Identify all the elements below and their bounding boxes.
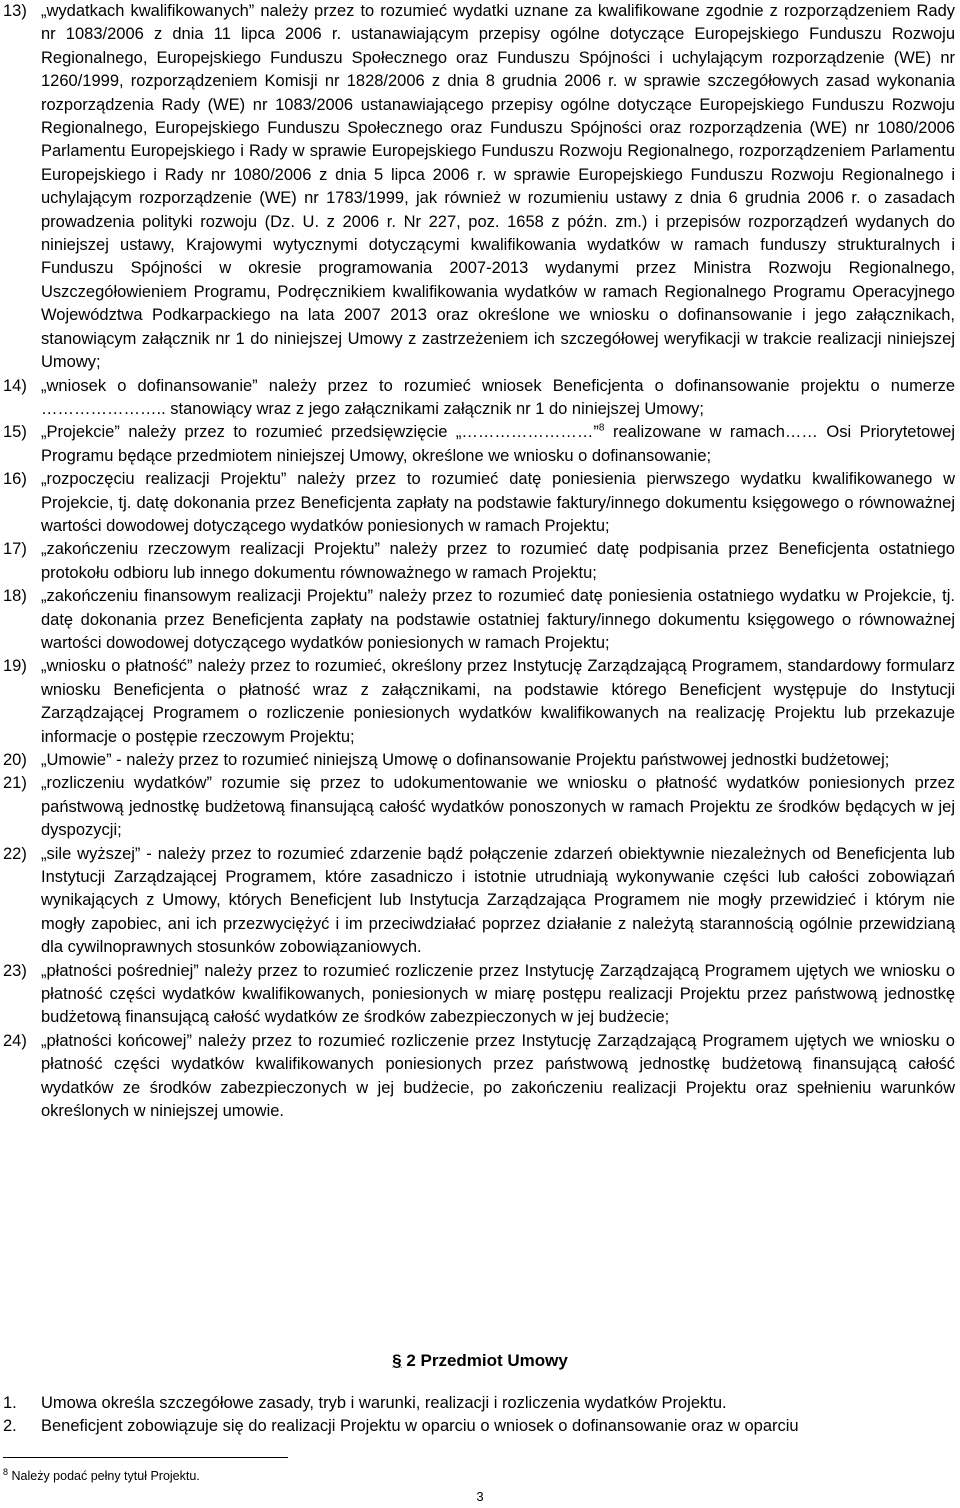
definition-number: 18) bbox=[3, 587, 27, 606]
definition-item bbox=[3, 375, 955, 422]
footnote-reference[interactable]: 8 bbox=[598, 422, 605, 434]
definitions-list bbox=[3, 0, 955, 1124]
definition-number: 13) bbox=[3, 2, 27, 20]
footnote-number: 8 bbox=[3, 1467, 9, 1477]
definition-text: „sile wyższej” - należy przez to rozumieć zdarzenie bądź połączenie zdarzeń obiektywnie niezależnych od Beneficjenta lub Instytucji Zarządzającej Programem, które zasadniczo i istotnie utrudniają wykonywanie części lub całości zobowiązań wynikających z Umowy, których Beneficjent lub Instytucja Zarządzająca Programem nie mogły przewidzieć i którym nie mogły zapobiec, ani ich przezwyciężyć i im przeciwdziałać poprzez działanie z należytą starannością ogólnie przewidzianą dla cywilnoprawnych stosunków zobowiązaniowych. bbox=[41, 844, 955, 957]
clause-text: Beneficjent zobowiązuje się do realizacji Projektu w oparciu o wniosek o dofinansowanie oraz w oparciu bbox=[41, 1417, 799, 1436]
definition-text: „rozpoczęciu realizacji Projektu” należy przez to rozumieć datę poniesienia pierwszego wydatku kwalifikowanego w Projekcie, tj. datę dokonania przez Beneficjenta zapłaty na podstawie faktury/innego dokumentu księgowego o równoważnej wartości dowodowej dotyczącego wydatków poniesionych w ramach Projektu; bbox=[41, 470, 955, 535]
definition-item bbox=[3, 960, 955, 1030]
definition-item bbox=[3, 655, 955, 749]
definition-number: 15) bbox=[3, 423, 27, 442]
definition-number: 21) bbox=[3, 774, 27, 793]
clause-number: 2. bbox=[3, 1417, 17, 1436]
definition-text: „Projekcie” należy przez to rozumieć przedsięwzięcie „……………………” bbox=[41, 423, 599, 442]
definition-text-continued: realizowane w ramach…… Osi Priorytetowej Programu będące przedmiotem niniejszej Umowy, określone we wniosku o dofinansowanie; bbox=[41, 423, 955, 465]
definition-text: „rozliczeniu wydatków” rozumie się przez to udokumentowanie we wniosku o płatność wydatków poniesionych przez państwową jednostkę budżetową finansującą całość wydatków ponoszonych w ramach Projektu ze środków będących w jej dyspozycji; bbox=[41, 774, 955, 840]
definition-text: „Umowie” - należy przez to rozumieć niniejszą Umowę o dofinansowanie Projektu państwowej jednostki budżetowej; bbox=[41, 751, 890, 769]
footnote bbox=[3, 1464, 200, 1484]
footnote-text: Należy podać pełny tytuł Projektu. bbox=[8, 1469, 200, 1484]
definition-item bbox=[3, 585, 955, 655]
definition-item bbox=[3, 772, 955, 842]
definition-item bbox=[3, 0, 955, 375]
clause-text: Umowa określa szczegółowe zasady, tryb i warunki, realizacji i rozliczenia wydatków Projektu. bbox=[41, 1394, 727, 1412]
definition-number: 14) bbox=[3, 376, 27, 395]
definition-item bbox=[3, 421, 955, 468]
footnote-separator bbox=[3, 1457, 288, 1458]
definition-number: 16) bbox=[3, 470, 27, 489]
definition-item bbox=[3, 538, 955, 585]
clauses-list bbox=[3, 1392, 955, 1439]
definition-number: 23) bbox=[3, 961, 27, 980]
definition-number: 24) bbox=[3, 1031, 27, 1050]
definition-text: „wydatkach kwalifikowanych” należy przez to rozumieć wydatki uznane za kwalifikowane zgodnie z rozporządzeniem Rady nr 1083/2006 z dnia 11 lipca 2006 r. ustanawiającym przepisy ogólne dotyczące Europejskiego Funduszu Rozwoju Regionalnego, Europejskiego Funduszu Społecznego oraz Funduszu Spójności i uchylającym rozporządzenie (WE) nr 1260/1999, rozporządzeniem Komisji nr 1828/2006 z dnia 8 grudnia 2006 r. w sprawie szczegółowych zasad wykonania rozporządzenia Rady (WE) nr 1083/2006 ustanawiającego przepisy ogólne dotyczące Europejskiego Funduszu Rozwoju Regionalnego, Europejskiego Funduszu Społecznego oraz Funduszu Spójności oraz rozporządzenia (WE) nr 1080/2006 Parlamentu Europejskiego i Rady w sprawie Europejskiego Funduszu Rozwoju Regionalnego, rozporządzeniem Parlamentu Europejskiego i Rady nr 1080/2006 z dnia 5 lipca 2006 r. w sprawie Europejskiego Funduszu Rozwoju Regionalnego i uchylającym rozporządzenie (WE) nr 1783/1999, jak również w rozumieniu ustawy z dnia 6 grudnia 2006 r. o zasadach prowadzenia polityki rozwoju (Dz. U. z 2006 r. Nr 227, poz. 1658 z późn. zm.) i przepisów rozporządzeń wydanych do niniejszej ustawy, Krajowymi wytycznymi dotyczącymi kwalifikowania wydatków w ramach funduszy strukturalnych i Funduszu Spójności w okresie programowania 2007-2013 wydanymi przez Ministra Rozwoju Regionalnego, Uszczegółowieniem Programu, Podręcznikiem kwalifikowania wydatków w ramach Regionalnego Programu Operacyjnego Województwa Podkarpackiego na lata 2007 2013 oraz określone we wniosku o dofinansowanie i jego załącznikach, stanowiącym załącznik nr 1 do niniejszej Umowy z zastrzeżeniem ich szczegółowej weryfikacji w trakcie realizacji niniejszej Umowy; bbox=[41, 2, 955, 372]
definition-text: „wniosku o płatność” należy przez to rozumieć, określony przez Instytucję Zarządzającą Programem, standardowy formularz wniosku Beneficjenta o płatność wraz z załącznikami, na podstawie którego Beneficjent występuje do Instytucji Zarządzającej Programem o rozliczenie poniesionych wydatków kwalifikowanych na realizację Projektu lub przekazuje informacje o postępie rzeczowym Projektu; bbox=[41, 657, 955, 746]
definition-text: „wniosek o dofinansowanie” należy przez to rozumieć wniosek Beneficjenta o dofinansowanie projektu o numerze ………………….. stanowiący wraz z jego załącznikami załącznik nr 1 do niniejszej Umowy; bbox=[41, 376, 955, 418]
definition-number: 19) bbox=[3, 657, 27, 676]
definition-text: „zakończeniu rzeczowym realizacji Projektu” należy przez to rozumieć datę podpisania przez Beneficjenta ostatniego protokołu odbioru lub innego dokumentu równoważnego w ramach Projektu; bbox=[41, 540, 955, 582]
definition-item bbox=[3, 1030, 955, 1124]
definition-item bbox=[3, 749, 955, 772]
section-sign: § bbox=[392, 1351, 402, 1370]
section-title: 2 Przedmiot Umowy bbox=[401, 1351, 568, 1370]
page-number: 3 bbox=[476, 1489, 484, 1504]
definition-item bbox=[3, 468, 955, 538]
clause-number: 1. bbox=[3, 1394, 17, 1412]
definition-text: „płatności końcowej” należy przez to rozumieć rozliczenie przez Instytucję Zarządzającą Programem ujętych we wniosku o płatność części wydatków kwalifikowanych poniesionych przez państwową jednostkę budżetową finansującą całość wydatków ze środków zabezpieczonych w jej budżecie, po zakończeniu realizacji Projektu oraz spełnieniu warunków określonych w niniejszej umowie. bbox=[41, 1031, 955, 1121]
clause-item bbox=[3, 1415, 955, 1438]
section-heading bbox=[0, 1349, 960, 1372]
definition-number: 20) bbox=[3, 751, 27, 769]
definition-item bbox=[3, 843, 955, 960]
clause-item bbox=[3, 1392, 955, 1415]
definition-text: „zakończeniu finansowym realizacji Projektu” należy przez to rozumieć datę poniesienia ostatniego wydatku w Projekcie, tj. datę dokonania przez Beneficjenta zapłaty na podstawie ostatniej faktury/innego dokumentu księgowego o równoważnej wartości dowodowej dotyczącego wydatków poniesionych w ramach Projektu; bbox=[41, 587, 955, 652]
definition-number: 22) bbox=[3, 844, 27, 863]
definition-number: 17) bbox=[3, 540, 27, 559]
definition-text: „płatności pośredniej” należy przez to rozumieć rozliczenie przez Instytucję Zarządzającą Programem ujętych we wniosku o płatność części wydatków kwalifikowanych, poniesionych w miarę postępu realizacji Projektu przez państwową jednostkę budżetową finansującą całość wydatków ze środków zabezpieczonych w jej budżecie; bbox=[41, 961, 955, 1027]
